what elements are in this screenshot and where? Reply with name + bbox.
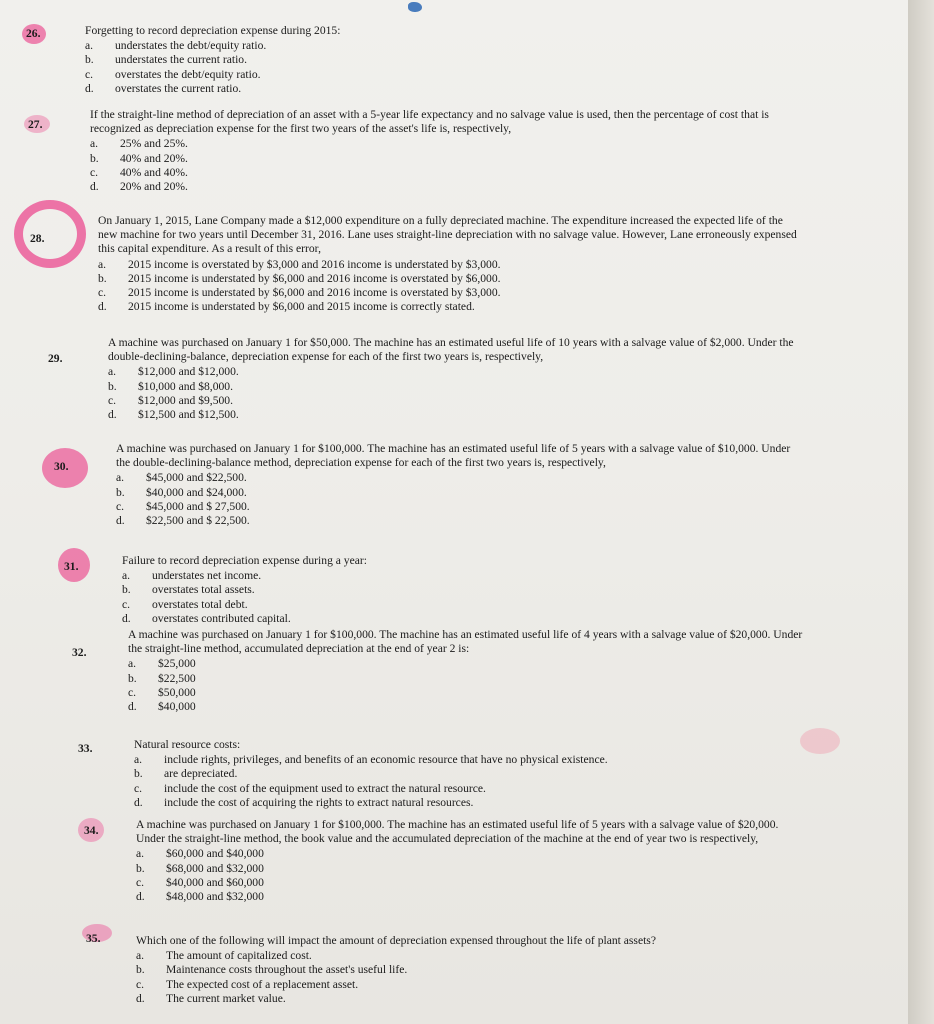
option-letter: a.: [136, 949, 145, 963]
question-35: [136, 934, 804, 1006]
option-letter: d.: [136, 890, 145, 904]
option-letter: d.: [116, 514, 125, 528]
question-33: [134, 738, 804, 810]
option-text: understates the debt/equity ratio.: [115, 39, 267, 53]
option-text: $40,000 and $60,000: [166, 875, 264, 889]
option-text: $25,000: [158, 657, 196, 671]
option-item: [136, 949, 804, 963]
option-letter: a.: [98, 257, 107, 271]
question-stem: If the straight-line method of depreciation of an asset with a 5-year life expectancy and no salvage value is used, then the percentage of cost that is recognized as depreciation expense for the first two years of the asset's life is, respectively,: [90, 108, 769, 136]
option-letter: a.: [134, 753, 143, 767]
option-item: [134, 782, 804, 796]
question-34: [136, 818, 804, 904]
option-item: [134, 796, 804, 810]
option-item: [85, 68, 785, 82]
option-letter: b.: [85, 53, 94, 67]
question-29: [108, 336, 798, 422]
question-number: 33.: [78, 742, 93, 755]
question-stem: A machine was purchased on January 1 for $50,000. The machine has an estimated useful life of 10 years with a salvage value of $2,000. Under the double-declining-balance, depreciation expense for each of the first two years is, respectively,: [108, 336, 794, 364]
question-number: 27.: [28, 118, 43, 131]
option-item: [122, 569, 802, 583]
option-item: [116, 486, 800, 500]
option-text: overstates contributed capital.: [152, 611, 291, 625]
option-text: The amount of capitalized cost.: [166, 949, 312, 963]
question-number: 35.: [86, 932, 101, 945]
option-letter: b.: [98, 271, 107, 285]
option-letter: a.: [116, 471, 125, 485]
option-letter: c.: [136, 977, 145, 991]
option-text: $12,000 and $12,000.: [138, 365, 239, 379]
question-stem: Failure to record depreciation expense during a year:: [122, 554, 367, 567]
option-text: include the cost of the equipment used to extract the natural resource.: [164, 781, 486, 795]
option-text: overstates total assets.: [152, 583, 255, 597]
option-text: Maintenance costs throughout the asset's useful life.: [166, 963, 408, 977]
option-letter: c.: [122, 597, 131, 611]
question-27: [90, 108, 790, 194]
question-stem: Natural resource costs:: [134, 738, 241, 751]
option-letter: a.: [128, 657, 137, 671]
option-letter: c.: [128, 685, 137, 699]
option-item: [116, 471, 800, 485]
option-item: [136, 978, 804, 992]
option-item: [136, 890, 804, 904]
option-text: $10,000 and $8,000.: [138, 379, 233, 393]
option-list: [128, 657, 804, 714]
option-text: $12,000 and $9,500.: [138, 393, 233, 407]
option-list: [136, 949, 804, 1006]
option-item: [128, 672, 804, 686]
option-letter: b.: [90, 151, 99, 165]
option-letter: c.: [98, 286, 107, 300]
option-letter: a.: [85, 39, 94, 53]
option-text: overstates the debt/equity ratio.: [115, 67, 261, 81]
option-text: overstates the current ratio.: [115, 81, 242, 95]
option-item: [134, 767, 804, 781]
option-text: The current market value.: [166, 991, 286, 1005]
highlight-ring-28: [14, 200, 86, 268]
option-item: [136, 992, 804, 1006]
option-item: [136, 963, 804, 977]
highlight-smudge: [800, 728, 840, 754]
option-item: [85, 39, 785, 53]
option-list: [90, 137, 790, 194]
option-text: $22,500 and $ 22,500.: [146, 514, 250, 528]
question-number: 34.: [84, 824, 99, 837]
option-text: overstates total debt.: [152, 597, 248, 611]
question-stem: A machine was purchased on January 1 for $100,000. The machine has an estimated useful life of 5 years with a salvage value of $20,000. Under the straight-line method, the book value and the accumulated depreciation of the machine at the end of year two is respectively,: [136, 818, 779, 846]
option-item: [134, 753, 804, 767]
option-letter: d.: [128, 700, 137, 714]
option-item: [128, 657, 804, 671]
question-stem: On January 1, 2015, Lane Company made a $12,000 expenditure on a fully depreciated machine. The expenditure increased the expected life of the new machine for two years until December 31, 2016. Lane uses straight-line depreciation with no salvage value. However, Lane erroneously expensed this capital expenditure. As a result of this error,: [98, 214, 797, 256]
option-item: [128, 686, 804, 700]
option-text: are depreciated.: [164, 767, 238, 781]
option-letter: a.: [136, 847, 145, 861]
option-list: [116, 471, 800, 528]
option-list: [85, 39, 785, 96]
option-letter: a.: [122, 569, 131, 583]
question-number: 31.: [64, 560, 79, 573]
option-text: include rights, privileges, and benefits of an economic resource that have no physical existence.: [164, 753, 608, 767]
option-item: [85, 82, 785, 96]
option-item: [98, 286, 798, 300]
option-list: [136, 847, 804, 904]
option-item: [85, 53, 785, 67]
option-letter: b.: [122, 583, 131, 597]
option-letter: b.: [116, 485, 125, 499]
question-number: 28.: [30, 232, 45, 245]
option-list: [134, 753, 804, 810]
option-letter: d.: [134, 795, 143, 809]
question-number: 26.: [26, 27, 41, 40]
question-26: [85, 24, 785, 96]
option-list: [108, 365, 798, 422]
option-item: [108, 380, 798, 394]
option-letter: d.: [85, 81, 94, 95]
option-text: include the cost of acquiring the rights to extract natural resources.: [164, 795, 474, 809]
option-text: $48,000 and $32,000: [166, 890, 264, 904]
option-text: 2015 income is understated by $6,000 and 2016 income is overstated by $6,000.: [128, 271, 501, 285]
option-letter: b.: [136, 861, 145, 875]
option-item: [122, 583, 802, 597]
option-text: $50,000: [158, 685, 196, 699]
option-item: [108, 408, 798, 422]
question-31: [122, 554, 802, 626]
option-letter: c.: [134, 781, 143, 795]
option-text: The expected cost of a replacement asset.: [166, 977, 359, 991]
question-number: 30.: [54, 460, 69, 473]
option-letter: d.: [98, 300, 107, 314]
option-text: $60,000 and $40,000: [166, 847, 264, 861]
option-text: 20% and 20%.: [120, 180, 188, 194]
option-letter: d.: [136, 991, 145, 1005]
option-letter: b.: [134, 767, 143, 781]
option-letter: a.: [90, 137, 99, 151]
option-text: 2015 income is understated by $6,000 and 2015 income is correctly stated.: [128, 300, 475, 314]
option-item: [128, 700, 804, 714]
option-text: 40% and 40%.: [120, 165, 188, 179]
option-text: $45,000 and $ 27,500.: [146, 499, 250, 513]
option-text: 40% and 20%.: [120, 151, 188, 165]
option-item: [136, 847, 804, 861]
option-item: [116, 500, 800, 514]
option-item: [90, 166, 790, 180]
option-item: [90, 137, 790, 151]
option-item: [136, 862, 804, 876]
option-text: 2015 income is overstated by $3,000 and 2016 income is understated by $3,000.: [128, 257, 501, 271]
option-item: [108, 394, 798, 408]
option-letter: a.: [108, 365, 117, 379]
option-letter: c.: [136, 875, 145, 889]
option-text: understates the current ratio.: [115, 53, 247, 67]
option-list: [122, 569, 802, 626]
option-item: [116, 514, 800, 528]
option-text: 2015 income is understated by $6,000 and 2016 income is overstated by $3,000.: [128, 286, 501, 300]
option-letter: c.: [108, 393, 117, 407]
option-item: [98, 272, 798, 286]
option-item: [98, 300, 798, 314]
pen-mark: [408, 2, 422, 12]
option-text: $40,000 and $24,000.: [146, 485, 247, 499]
option-letter: b.: [108, 379, 117, 393]
option-item: [90, 180, 790, 194]
question-number: 32.: [72, 646, 87, 659]
question-stem: A machine was purchased on January 1 for $100,000. The machine has an estimated useful life of 5 years with a salvage value of $10,000. Under the double-declining-balance method, depreciation expense for each of the first two years is, respectively,: [116, 442, 791, 470]
option-letter: c.: [90, 165, 99, 179]
option-item: [122, 598, 802, 612]
option-list: [98, 258, 798, 315]
option-text: $45,000 and $22,500.: [146, 471, 247, 485]
question-stem: Which one of the following will impact the amount of depreciation expensed throughout the life of plant assets?: [136, 934, 656, 947]
option-item: [98, 258, 798, 272]
question-stem: A machine was purchased on January 1 for $100,000. The machine has an estimated useful life of 4 years with a salvage value of $20,000. Under the straight-line method, accumulated depreciation at the end of year 2 is:: [128, 628, 803, 656]
question-30: [116, 442, 800, 528]
option-text: $12,500 and $12,500.: [138, 408, 239, 422]
question-number: 29.: [48, 352, 63, 365]
option-text: 25% and 25%.: [120, 137, 188, 151]
option-letter: d.: [90, 180, 99, 194]
option-letter: c.: [85, 67, 94, 81]
option-text: $22,500: [158, 671, 196, 685]
option-item: [90, 152, 790, 166]
option-text: $40,000: [158, 700, 196, 714]
question-28: [98, 214, 798, 314]
option-text: $68,000 and $32,000: [166, 861, 264, 875]
option-letter: b.: [128, 671, 137, 685]
option-item: [108, 365, 798, 379]
option-letter: b.: [136, 963, 145, 977]
option-text: understates net income.: [152, 569, 262, 583]
option-item: [122, 612, 802, 626]
option-letter: d.: [122, 611, 131, 625]
question-stem: Forgetting to record depreciation expense during 2015:: [85, 24, 341, 37]
option-letter: d.: [108, 408, 117, 422]
option-item: [136, 876, 804, 890]
question-32: [128, 628, 804, 714]
option-letter: c.: [116, 499, 125, 513]
page-edge: [908, 0, 934, 1024]
